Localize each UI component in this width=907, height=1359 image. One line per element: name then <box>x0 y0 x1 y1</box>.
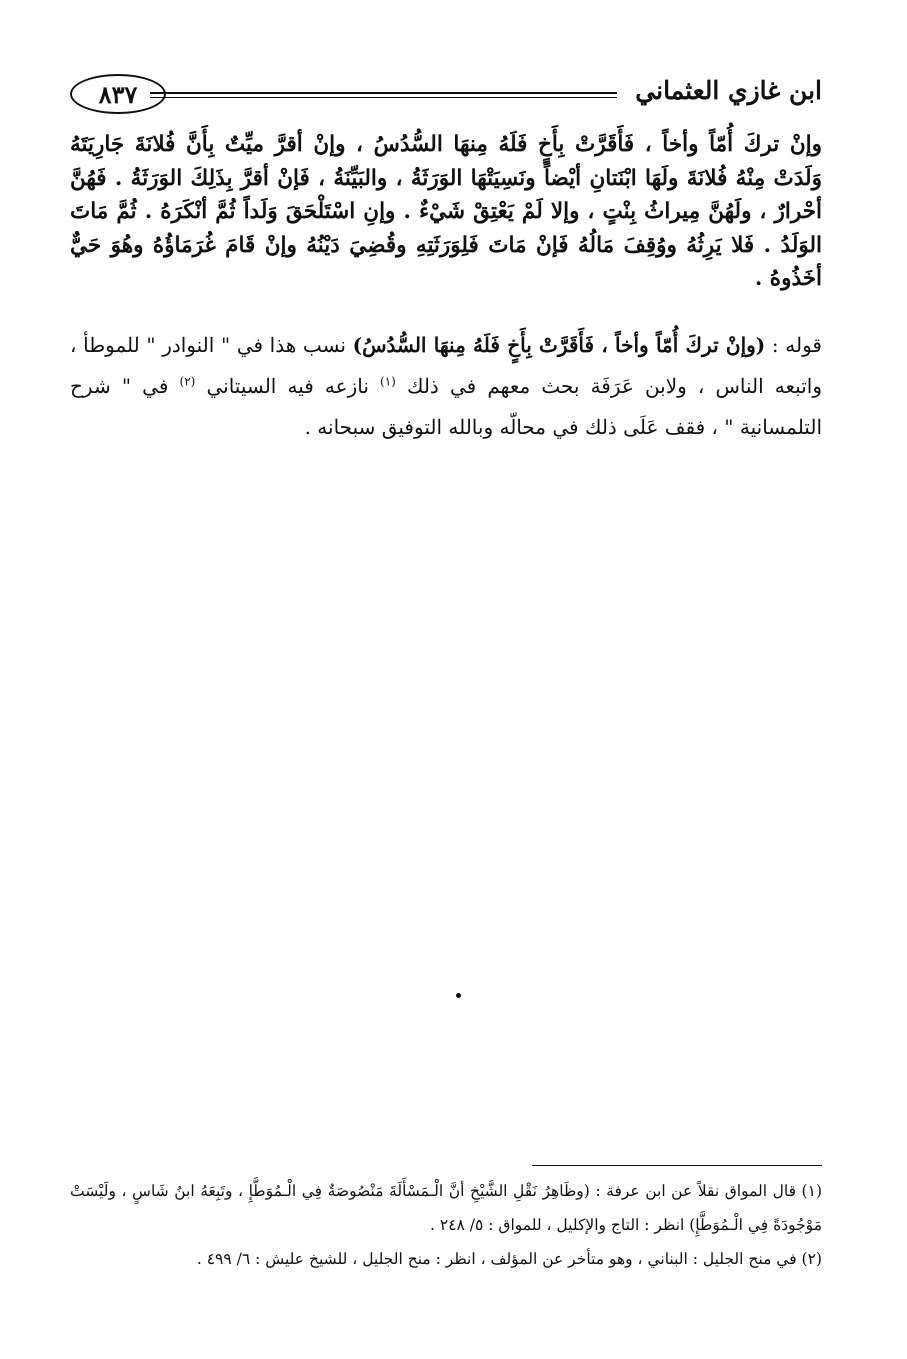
commentary-intro: قوله : <box>771 333 822 357</box>
commentary-quote: (وإنْ تركَ أُمّاً وأخاً ، فَأَقَرَّتْ بِأَخٍ فَلَهُ مِنهَا السُّدُسُ) <box>352 333 766 357</box>
footnote-ref-1: (١) <box>380 374 396 389</box>
footnote-2: (٢) في منح الجليل : البناني ، وهو متأخر عن المؤلف ، انظر : منح الجليل ، للشيخ عليش : ٦/ ٤٩٩ . <box>196 1250 822 1268</box>
running-header <box>70 70 822 116</box>
header-title: ابن غازي العثماني <box>635 76 822 105</box>
footnote-rule <box>532 1165 822 1166</box>
commentary-part-1: نسب هذا في " النوادر " للموطأ ، واتبعه الناس ، ولابن عَرَفَة بحث معهم في ذلك <box>70 333 822 398</box>
commentary-part-3: في " شرح التلمسانية " ، فقف عَلَى ذلك في محالّه وبالله التوفيق سبحانه . <box>70 374 822 439</box>
stray-dot <box>456 993 461 998</box>
footnote-1: (١) قال المواق نقلاً عن ابن عرفة : (وظَاهِرُ نَقْلِ الشَّيْخِ أنَّ الْـمَسْأَلَةَ مَنْصُوصَةٌ فِي الْـمُوَطَّإِ ، وتَبِعَهُ ابنُ شَاسٍ ، ولَيْسَتْ مَوْجُودَةً فِي الْـمُوَطَّإِ) انظر : التاج والإكليل ، للمواق : ٥/ ٢٤٨ . <box>70 1182 822 1234</box>
footnotes <box>70 1174 822 1276</box>
header-rule <box>150 92 617 98</box>
commentary-part-2: نازعه فيه السيتاني <box>206 374 369 398</box>
matn-text: وإنْ تركَ أُمّاً وأخاً ، فَأَقَرَّتْ بِأَخٍ فَلَهُ مِنهَا السُّدُسُ ، وإنْ أقرَّ ميِّتٌ بِأَنَّ فُلانَةَ جَارِيَتَهُ وَلَدَتْ مِنْهُ فُلانَةَ ولَهَا ابْنَتانِ أيْضاً ونَسِيَتْهَا الوَرَثَةُ ، والبَيِّنَةُ ، فَإنْ أقرَّ بِذَلِكَ الوَرَثَةُ . فَهُنَّ أحْرارٌ ، ولَهُنَّ مِيراثُ بِنْتٍ ، وإلا لَمْ يَعْتِقْ شَيْءٌ . وإنِ اسْتَلْحَقَ وَلَداً ثُمَّ أنْكَرَهُ . ثُمَّ مَاتَ الوَلَدُ . فَلا يَرِثُهُ ووُقِفَ مَالُهُ فَإنْ مَاتَ فَلِوَرَثَتِهِ وقُضِيَ دَيْنُهُ وإنْ قَامَ غُرَمَاؤُهُ وهُوَ حَيٌّ أخَذُوهُ . <box>70 132 822 291</box>
footnote-ref-2: (٢) <box>179 374 196 389</box>
page-number-oval: ٨٣٧ <box>70 74 166 114</box>
commentary-paragraph <box>70 325 822 448</box>
